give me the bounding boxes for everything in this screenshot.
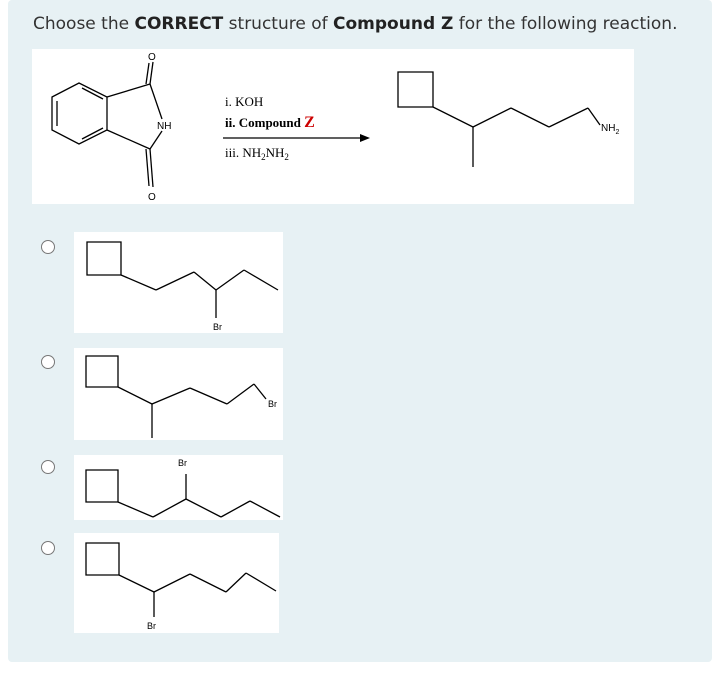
option-2-radio[interactable]: [41, 355, 55, 369]
question-text: Choose the CORRECT structure of Compound Z for the following reaction.: [33, 14, 678, 34]
option-2-br-label: Br: [268, 399, 277, 409]
option-4-radio[interactable]: [41, 541, 55, 555]
benzene-ring: [52, 83, 107, 144]
option-4-structure[interactable]: [74, 533, 279, 633]
option-3-br-label: Br: [178, 458, 187, 468]
option-1-structure[interactable]: [74, 232, 283, 333]
option-1-radio[interactable]: [41, 240, 55, 254]
option-4-br-label: Br: [147, 621, 156, 631]
option-4-svg: [74, 533, 279, 633]
option-3-structure[interactable]: [74, 455, 283, 520]
reaction-scheme: [32, 49, 634, 204]
carbonyl-o-top: O: [148, 52, 156, 63]
carbonyl-o-bottom: O: [148, 192, 156, 203]
product-cyclobutane: [398, 72, 433, 107]
step-3-label: iii. $NH_2NH_2$: [225, 145, 289, 162]
emphasis-correct: CORRECT: [134, 14, 224, 34]
arrow-head: [360, 134, 370, 142]
option-2-svg: [74, 348, 283, 440]
product-nh2-label: $NH_2$: [601, 123, 620, 136]
option-2-structure[interactable]: [74, 348, 283, 440]
option-1-svg: [74, 232, 283, 333]
option-1-br-label: Br: [213, 322, 222, 332]
emphasis-compound-z: Compound Z: [333, 14, 454, 34]
imide-nh-label: NH: [157, 121, 172, 132]
reaction-image: [32, 49, 634, 204]
option-3-svg: [74, 455, 283, 520]
step-2-label: ii. Compound Z: [225, 114, 315, 131]
step-1-label: i. KOH: [225, 94, 264, 109]
option-3-radio[interactable]: [41, 460, 55, 474]
